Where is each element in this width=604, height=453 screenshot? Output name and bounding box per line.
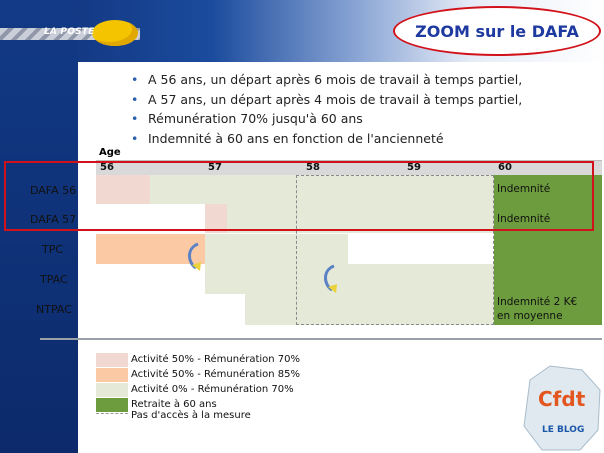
legend-label: Retraite à 60 ans — [131, 399, 217, 410]
age-tick: 58 — [306, 162, 320, 173]
legend-swatch — [96, 398, 128, 412]
bullet-item — [130, 129, 522, 149]
bullet-text: A 57 ans, un départ après 4 mois de travail à temps partiel, — [148, 91, 523, 107]
legend-label: Activité 50% - Rémunération 85% — [131, 369, 301, 380]
legend-label: Pas d'accès à la mesure — [131, 410, 251, 421]
bullet-list — [130, 70, 522, 148]
bullet-text: Rémunération 70% jusqu'à 60 ans — [148, 111, 363, 126]
row-label-tpc: TPC — [42, 243, 64, 256]
bullet-item — [130, 70, 522, 90]
age-tick: 57 — [208, 162, 222, 173]
indemnite-note: en moyenne — [497, 310, 563, 322]
curved-arrow-icon — [184, 240, 206, 274]
cfdt-logo: Cfdt — [538, 387, 586, 411]
legend-swatch — [96, 368, 128, 382]
row-label-dafa57: DAFA 57 — [30, 213, 77, 226]
title-oval — [393, 6, 601, 56]
la-poste-bird-icon — [92, 20, 138, 46]
bullet-icon: • — [131, 130, 139, 146]
indemnite-note: Indemnité — [497, 213, 551, 225]
separator — [40, 338, 602, 340]
bullet-text: Indemnité à 60 ans en fonction de l'ancienneté — [148, 130, 444, 146]
bullet-item — [130, 109, 522, 129]
bullet-icon: • — [131, 91, 139, 107]
bullet-icon: • — [131, 111, 139, 126]
legend-swatch — [96, 413, 128, 414]
page-title: ZOOM sur le DAFA — [415, 21, 579, 41]
legend-swatch — [96, 383, 128, 397]
bullet-item — [130, 90, 522, 110]
logo-text: LA POSTE — [44, 27, 95, 37]
indemnite-note: Indemnité — [497, 183, 551, 195]
row-label-dafa56: DAFA 56 — [30, 184, 77, 197]
age-tick: 60 — [498, 162, 512, 173]
row-label-tpac: TPAC — [40, 273, 68, 286]
legend-label: Activité 0% - Rémunération 70% — [131, 384, 294, 395]
row-label-ntpac: NTPAC — [36, 303, 72, 316]
legend-label: Activité 50% - Rémunération 70% — [131, 354, 301, 365]
axis-label: Age — [99, 147, 121, 158]
bullet-text: A 56 ans, un départ après 6 mois de travail à temps partiel, — [148, 72, 523, 87]
age-tick: 59 — [407, 162, 421, 173]
age-tick: 56 — [100, 162, 114, 173]
legend-swatch — [96, 353, 128, 367]
bullet-icon: • — [131, 72, 139, 87]
dafa-highlight-box — [4, 161, 594, 231]
cfdt-blog-badge — [520, 360, 604, 453]
indemnite-note: Indemnité 2 K€ — [497, 296, 578, 308]
cfdt-sub: LE BLOG — [542, 425, 585, 435]
